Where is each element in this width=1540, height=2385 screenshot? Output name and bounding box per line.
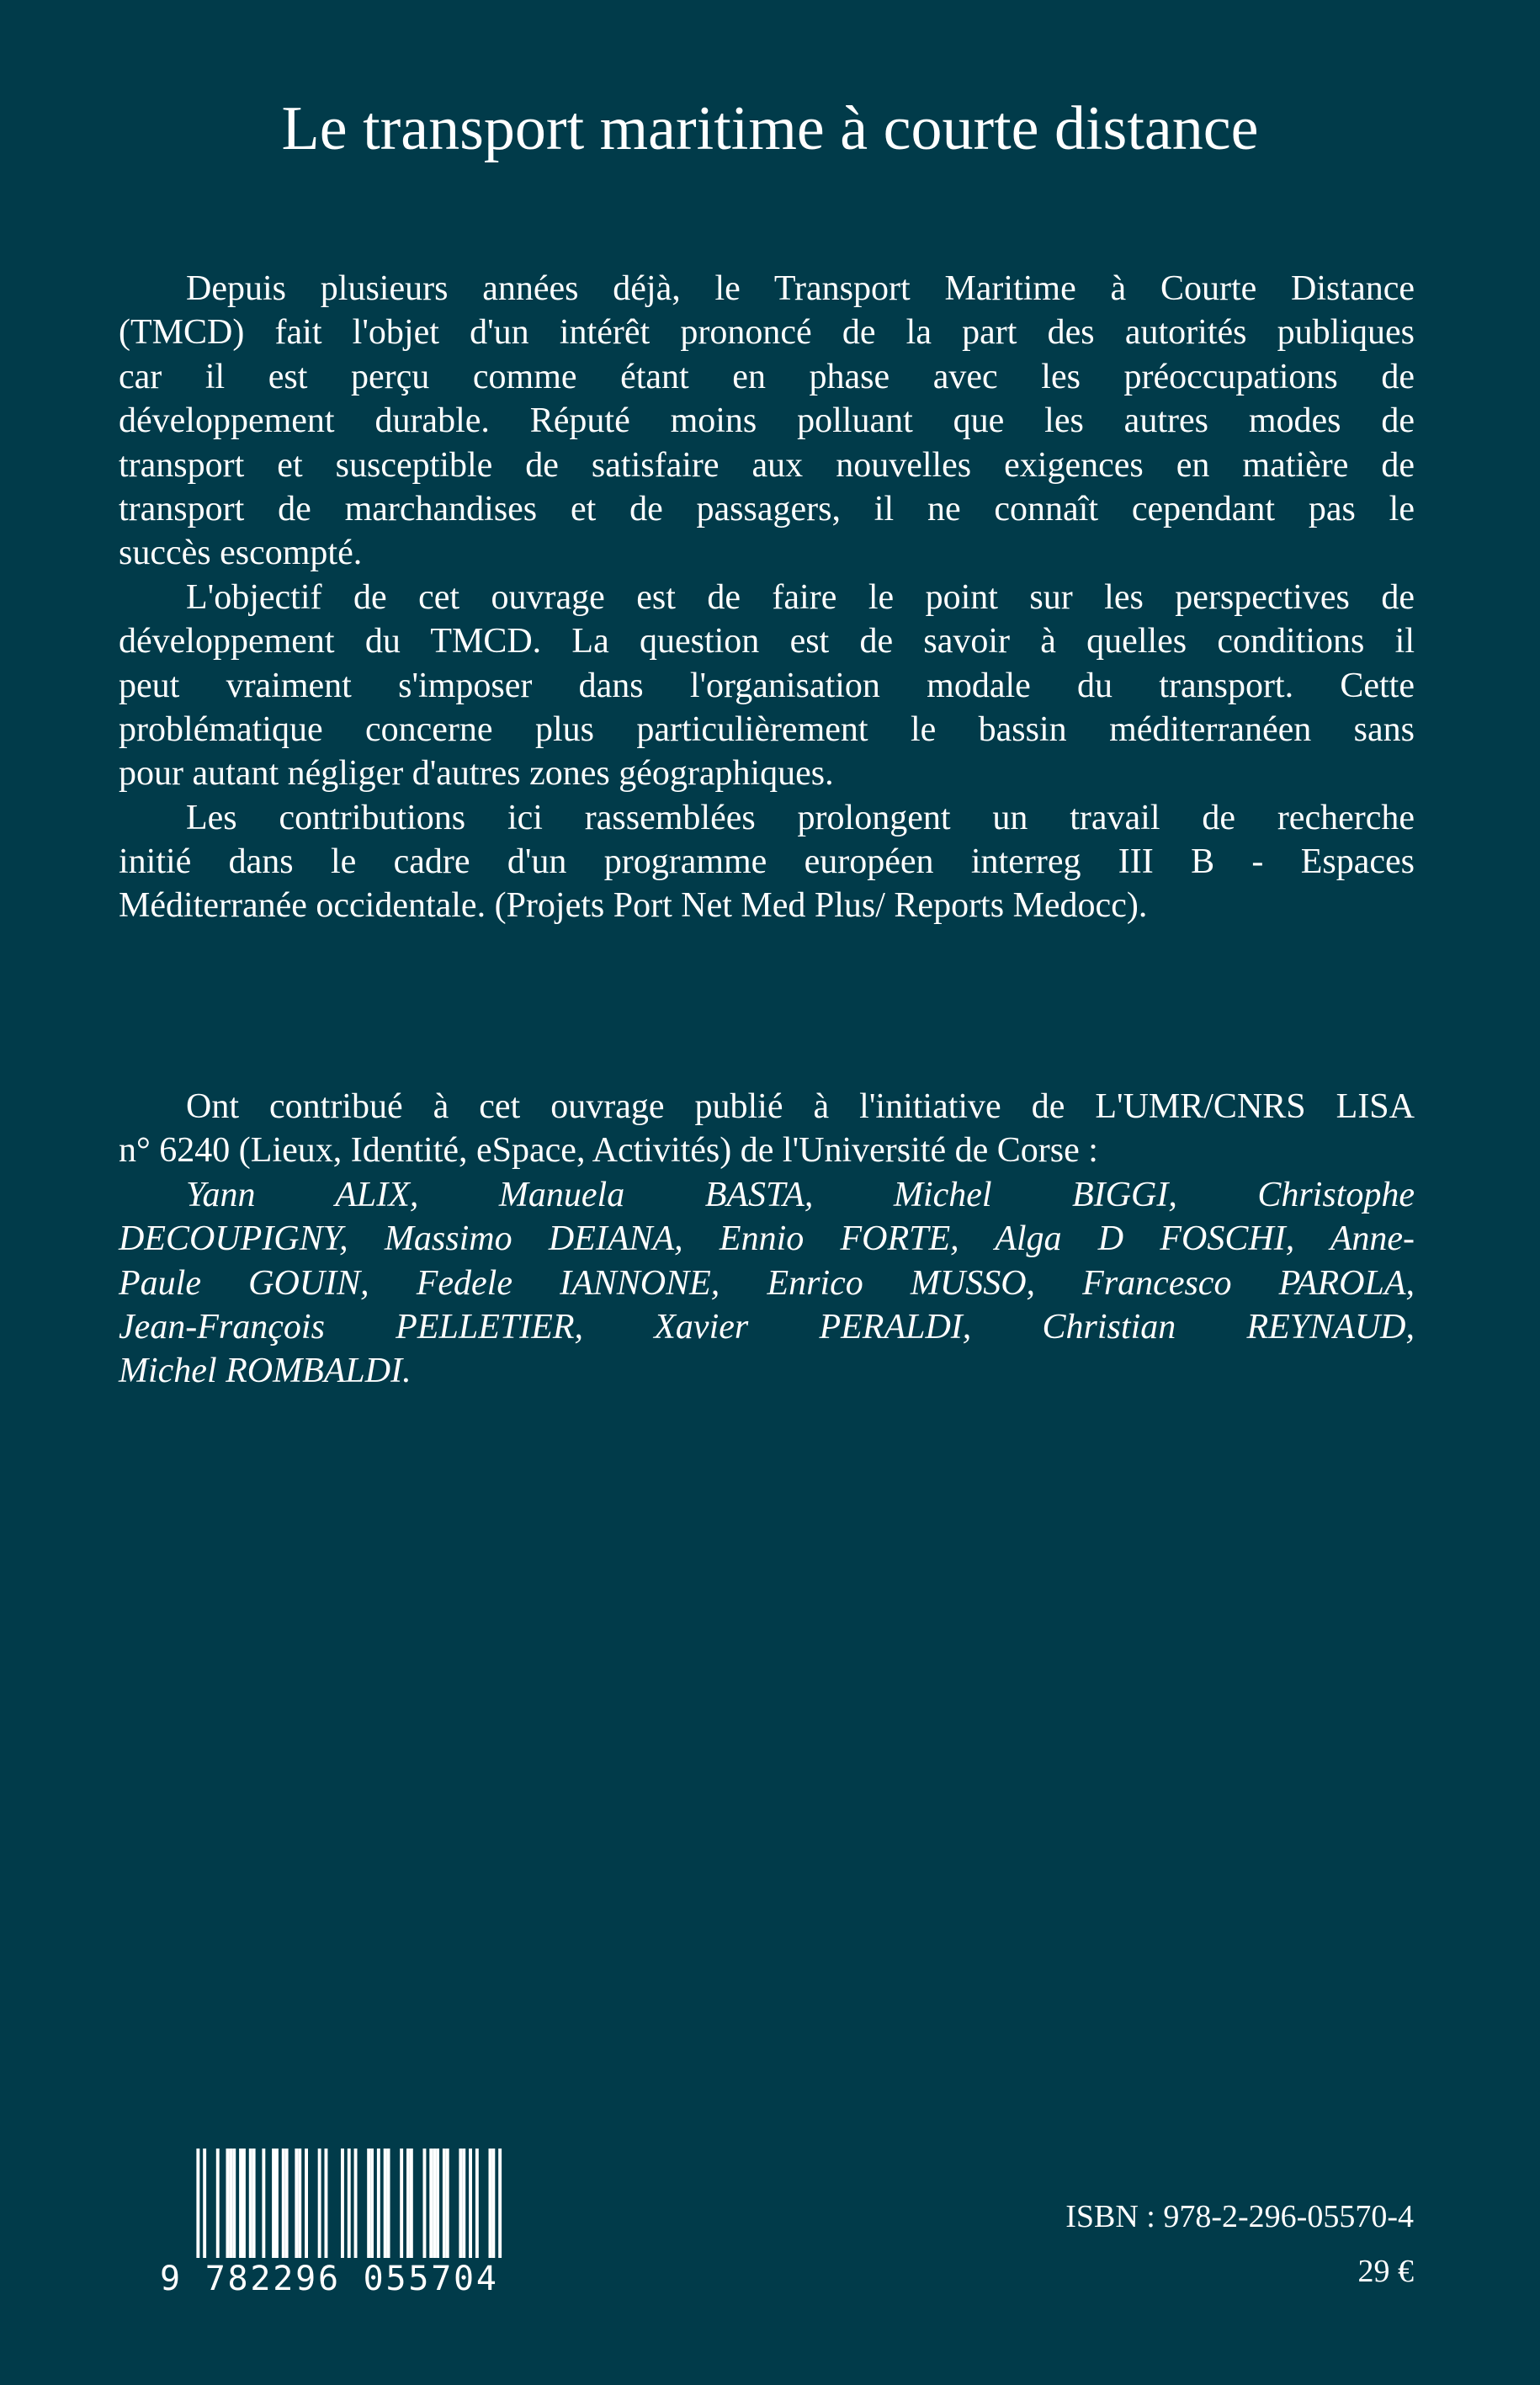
barcode-bar xyxy=(262,2149,265,2258)
text-line: transport de marchandises et de passagers, il ne connaît cependant pas le xyxy=(119,489,1415,529)
barcode-bar xyxy=(239,2149,242,2258)
text-line: développement durable. Réputé moins polluant que les autres modes de xyxy=(119,401,1415,441)
barcode-bar xyxy=(252,2149,256,2258)
barcode-bar xyxy=(384,2149,387,2258)
barcode-bar xyxy=(377,2149,380,2258)
barcode-bar xyxy=(354,2149,358,2258)
barcode-bar xyxy=(387,2149,390,2258)
text-line: Ont contribué à cet ouvrage publié à l'initiative de L'UMR/CNRS LISA xyxy=(186,1087,1415,1126)
barcode-bar xyxy=(462,2149,465,2258)
text-line: Les contributions ici rassemblées prolongent un travail de recherche xyxy=(186,798,1415,837)
barcode-bar xyxy=(370,2149,374,2258)
barcode-bar xyxy=(305,2149,308,2258)
barcode-bar xyxy=(469,2149,472,2258)
barcode-bar xyxy=(341,2149,344,2258)
barcode-bar xyxy=(295,2149,298,2258)
barcode-bar xyxy=(348,2149,351,2258)
contributors-text xyxy=(119,1085,1415,1394)
barcode-bar xyxy=(272,2149,275,2258)
barcode-bar xyxy=(367,2149,370,2258)
book-title: Le transport maritime à courte distance xyxy=(281,94,1259,163)
barcode-bar xyxy=(443,2149,446,2258)
text-line: Paule GOUIN, Fedele IANNONE, Enrico MUSSO, Francesco PAROLA, xyxy=(119,1263,1415,1303)
barcode-bar xyxy=(325,2149,328,2258)
barcode-bar xyxy=(203,2149,206,2258)
barcode-bar xyxy=(489,2149,492,2258)
barcode-bar xyxy=(232,2149,236,2258)
text-line: car il est perçu comme étant en phase avec les préoccupations de xyxy=(119,357,1415,396)
barcode-bar xyxy=(433,2149,436,2258)
barcode-bar xyxy=(491,2149,495,2258)
barcode-bar xyxy=(406,2149,410,2258)
text-line: développement du TMCD. La question est de savoir à quelles conditions il xyxy=(119,622,1415,661)
text-line: DECOUPIGNY, Massimo DEIANA, Ennio FORTE, Alga D FOSCHI, Anne- xyxy=(119,1219,1415,1259)
text-line: Jean-François PELLETIER, Xavier PERALDI, Christian REYNAUD, xyxy=(119,1307,1415,1347)
barcode-bar xyxy=(436,2149,439,2258)
text-line: L'objectif de cet ouvrage est de faire le point sur les perspectives de xyxy=(186,577,1415,617)
text-line: pour autant négliger d'autres zones géographiques. xyxy=(119,754,834,794)
barcode-digits: 9 782296 055704 xyxy=(160,2260,497,2296)
barcode-bar xyxy=(282,2149,285,2258)
barcode-bar xyxy=(229,2149,232,2258)
barcode-bar xyxy=(429,2149,433,2258)
barcode-bar xyxy=(275,2149,279,2258)
text-line: problématique concerne plus particulièrement le bassin méditerranéen sans xyxy=(119,709,1415,749)
text-line: succès escompté. xyxy=(119,534,363,573)
text-line: Yann ALIX, Manuela BASTA, Michel BIGGI, Christophe xyxy=(186,1175,1415,1214)
barcode-bar xyxy=(298,2149,301,2258)
text-line: initié dans le cadre d'un programme européen interreg III B - Espaces xyxy=(119,842,1415,882)
text-line: Depuis plusieurs années déjà, le Transport Maritime à Courte Distance xyxy=(186,269,1415,308)
barcode-bar xyxy=(216,2149,220,2258)
barcode-bar xyxy=(459,2149,462,2258)
isbn-barcode xyxy=(160,2149,505,2296)
price: 29 € xyxy=(1357,2254,1414,2289)
barcode-bar xyxy=(423,2149,427,2258)
barcode-bar xyxy=(400,2149,403,2258)
barcode-bar xyxy=(226,2149,230,2258)
text-line: peut vraiment s'imposer dans l'organisation modale du transport. Cette xyxy=(119,666,1415,705)
barcode-bar xyxy=(475,2149,479,2258)
barcode-bar xyxy=(196,2149,199,2258)
isbn-number: ISBN : 978-2-296-05570-4 xyxy=(1065,2199,1414,2234)
barcode-bar xyxy=(498,2149,502,2258)
summary-text xyxy=(119,267,1415,928)
text-line: (TMCD) fait l'objet d'un intérêt prononcé de la part des autorités publiques xyxy=(119,313,1415,353)
barcode-bar xyxy=(446,2149,449,2258)
barcode-bar xyxy=(318,2149,321,2258)
text-line: n° 6240 (Lieux, Identité, eSpace, Activités) de l'Université de Corse : xyxy=(119,1131,1098,1171)
barcode-bar xyxy=(249,2149,252,2258)
text-line: Michel ROMBALDI. xyxy=(119,1352,412,1391)
barcode-bar xyxy=(285,2149,289,2258)
barcode-bar xyxy=(242,2149,246,2258)
barcode-bar xyxy=(410,2149,413,2258)
text-line: transport et susceptible de satisfaire aux nouvelles exigences en matière de xyxy=(119,445,1415,485)
text-line: Méditerranée occidentale. (Projets Port Net Med Plus/ Reports Medocc). xyxy=(119,886,1148,926)
